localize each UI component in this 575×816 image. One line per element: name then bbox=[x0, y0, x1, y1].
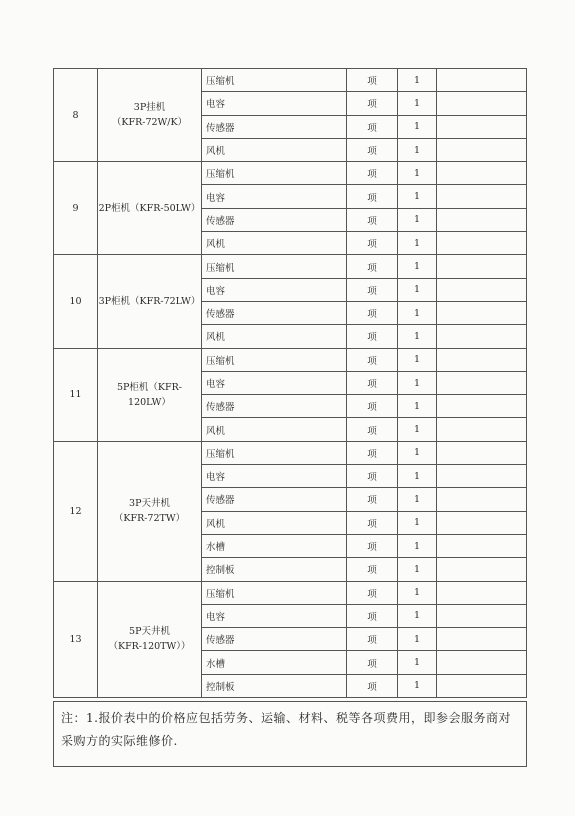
unit-cell: 项 bbox=[347, 69, 398, 92]
unit-cell: 项 bbox=[347, 488, 398, 511]
quantity-cell: 1 bbox=[398, 208, 437, 231]
part-name: 传感器 bbox=[202, 395, 347, 418]
part-name: 压缩机 bbox=[202, 441, 347, 464]
unit-cell: 项 bbox=[347, 138, 398, 161]
item-number: 9 bbox=[54, 162, 98, 255]
part-name: 水槽 bbox=[202, 651, 347, 674]
price-cell bbox=[437, 208, 527, 231]
unit-cell: 项 bbox=[347, 558, 398, 581]
price-cell bbox=[437, 511, 527, 534]
unit-cell: 项 bbox=[347, 674, 398, 697]
price-cell bbox=[437, 581, 527, 604]
unit-cell: 项 bbox=[347, 278, 398, 301]
part-name: 电容 bbox=[202, 465, 347, 488]
part-name: 传感器 bbox=[202, 628, 347, 651]
price-cell bbox=[437, 232, 527, 255]
part-name: 风机 bbox=[202, 511, 347, 534]
price-cell bbox=[437, 604, 527, 627]
quantity-cell: 1 bbox=[398, 674, 437, 697]
price-cell bbox=[437, 651, 527, 674]
price-cell bbox=[437, 185, 527, 208]
part-name: 传感器 bbox=[202, 488, 347, 511]
model-name: 3P柜机（KFR-72LW） bbox=[98, 255, 202, 348]
item-number: 11 bbox=[54, 348, 98, 441]
price-cell bbox=[437, 278, 527, 301]
quantity-cell: 1 bbox=[398, 488, 437, 511]
unit-cell: 项 bbox=[347, 301, 398, 324]
unit-cell: 项 bbox=[347, 465, 398, 488]
part-name: 电容 bbox=[202, 604, 347, 627]
model-name: 2P柜机（KFR-50LW） bbox=[98, 162, 202, 255]
table-note bbox=[53, 701, 527, 767]
quantity-cell: 1 bbox=[398, 534, 437, 557]
part-name: 风机 bbox=[202, 325, 347, 348]
part-name: 压缩机 bbox=[202, 162, 347, 185]
price-cell bbox=[437, 138, 527, 161]
price-cell bbox=[437, 69, 527, 92]
item-number: 13 bbox=[54, 581, 98, 697]
unit-cell: 项 bbox=[347, 348, 398, 371]
quantity-cell: 1 bbox=[398, 325, 437, 348]
price-cell bbox=[437, 115, 527, 138]
price-cell bbox=[437, 674, 527, 697]
price-cell bbox=[437, 628, 527, 651]
part-name: 风机 bbox=[202, 418, 347, 441]
part-name: 风机 bbox=[202, 138, 347, 161]
model-name: 3P天井机 （KFR-72TW） bbox=[98, 441, 202, 581]
part-name: 水槽 bbox=[202, 534, 347, 557]
item-number: 8 bbox=[54, 69, 98, 162]
model-name: 3P挂机 （KFR-72W/K） bbox=[98, 69, 202, 162]
unit-cell: 项 bbox=[347, 441, 398, 464]
quantity-cell: 1 bbox=[398, 348, 437, 371]
price-cell bbox=[437, 534, 527, 557]
quantity-cell: 1 bbox=[398, 418, 437, 441]
price-cell bbox=[437, 255, 527, 278]
unit-cell: 项 bbox=[347, 255, 398, 278]
table-row bbox=[54, 348, 527, 371]
item-number: 12 bbox=[54, 441, 98, 581]
part-name: 电容 bbox=[202, 278, 347, 301]
quantity-cell: 1 bbox=[398, 604, 437, 627]
price-cell bbox=[437, 418, 527, 441]
table-row bbox=[54, 162, 527, 185]
price-cell bbox=[437, 325, 527, 348]
table-row bbox=[54, 69, 527, 92]
unit-cell: 项 bbox=[347, 511, 398, 534]
table-row bbox=[54, 441, 527, 464]
model-name: 5P天井机 （KFR-120TW）） bbox=[98, 581, 202, 697]
unit-cell: 项 bbox=[347, 628, 398, 651]
quantity-cell: 1 bbox=[398, 162, 437, 185]
quantity-cell: 1 bbox=[398, 185, 437, 208]
part-name: 控制板 bbox=[202, 558, 347, 581]
quantity-cell: 1 bbox=[398, 628, 437, 651]
table-row bbox=[54, 255, 527, 278]
unit-cell: 项 bbox=[347, 581, 398, 604]
quantity-cell: 1 bbox=[398, 558, 437, 581]
quantity-cell: 1 bbox=[398, 395, 437, 418]
quantity-cell: 1 bbox=[398, 255, 437, 278]
unit-cell: 项 bbox=[347, 395, 398, 418]
note-text: 注：1.报价表中的价格应包括劳务、运输、材料、税等各项费用，即参会服务商对采购方的实际维修价. bbox=[61, 711, 511, 748]
quantity-cell: 1 bbox=[398, 115, 437, 138]
part-name: 压缩机 bbox=[202, 255, 347, 278]
quantity-cell: 1 bbox=[398, 138, 437, 161]
unit-cell: 项 bbox=[347, 371, 398, 394]
price-cell bbox=[437, 441, 527, 464]
part-name: 风机 bbox=[202, 232, 347, 255]
quantity-cell: 1 bbox=[398, 301, 437, 324]
price-cell bbox=[437, 488, 527, 511]
part-name: 传感器 bbox=[202, 208, 347, 231]
quantity-cell: 1 bbox=[398, 651, 437, 674]
part-name: 传感器 bbox=[202, 115, 347, 138]
price-cell bbox=[437, 162, 527, 185]
quantity-cell: 1 bbox=[398, 232, 437, 255]
price-table bbox=[53, 68, 527, 698]
quantity-cell: 1 bbox=[398, 465, 437, 488]
price-cell bbox=[437, 465, 527, 488]
part-name: 电容 bbox=[202, 371, 347, 394]
quantity-cell: 1 bbox=[398, 511, 437, 534]
quantity-cell: 1 bbox=[398, 92, 437, 115]
price-cell bbox=[437, 348, 527, 371]
price-cell bbox=[437, 371, 527, 394]
price-cell bbox=[437, 558, 527, 581]
unit-cell: 项 bbox=[347, 92, 398, 115]
part-name: 电容 bbox=[202, 185, 347, 208]
unit-cell: 项 bbox=[347, 325, 398, 348]
quantity-cell: 1 bbox=[398, 581, 437, 604]
unit-cell: 项 bbox=[347, 534, 398, 557]
unit-cell: 项 bbox=[347, 115, 398, 138]
price-cell bbox=[437, 301, 527, 324]
unit-cell: 项 bbox=[347, 162, 398, 185]
item-number: 10 bbox=[54, 255, 98, 348]
part-name: 压缩机 bbox=[202, 348, 347, 371]
quantity-cell: 1 bbox=[398, 371, 437, 394]
unit-cell: 项 bbox=[347, 604, 398, 627]
part-name: 电容 bbox=[202, 92, 347, 115]
part-name: 压缩机 bbox=[202, 581, 347, 604]
part-name: 压缩机 bbox=[202, 69, 347, 92]
unit-cell: 项 bbox=[347, 651, 398, 674]
part-name: 传感器 bbox=[202, 301, 347, 324]
quantity-cell: 1 bbox=[398, 278, 437, 301]
unit-cell: 项 bbox=[347, 232, 398, 255]
model-name: 5P柜机（KFR-120LW） bbox=[98, 348, 202, 441]
unit-cell: 项 bbox=[347, 185, 398, 208]
table-row bbox=[54, 581, 527, 604]
unit-cell: 项 bbox=[347, 418, 398, 441]
unit-cell: 项 bbox=[347, 208, 398, 231]
part-name: 控制板 bbox=[202, 674, 347, 697]
quantity-cell: 1 bbox=[398, 441, 437, 464]
price-cell bbox=[437, 395, 527, 418]
quantity-cell: 1 bbox=[398, 69, 437, 92]
price-cell bbox=[437, 92, 527, 115]
